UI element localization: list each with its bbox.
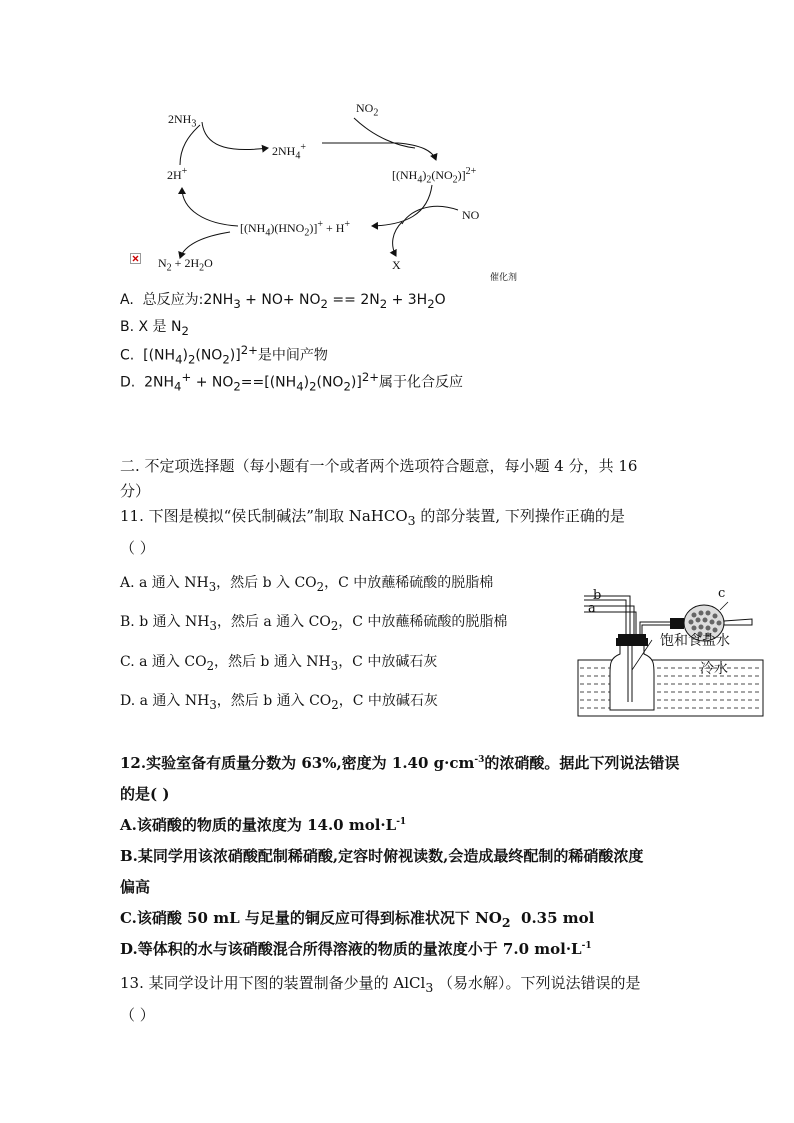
section2-heading-cont: 分） <box>120 482 151 500</box>
label-h: 2H+ <box>167 166 188 182</box>
q11-option-c: C. a 通入 $CO_2$，然后 b 通入 $NH_3$，C 中放碱石灰 <box>120 654 438 673</box>
label-no2: $NO_2$ <box>356 101 379 119</box>
arrow-nh3-to-nh4 <box>202 122 268 150</box>
q10-option-c: C. $[(NH_4)_2(NO_2)]^{2+}$是中间产物 <box>120 343 328 367</box>
apparatus-label-b: b <box>593 588 602 603</box>
label-no: NO <box>462 208 480 222</box>
broken-image-icon <box>130 253 141 264</box>
label-products: $N_2 + 2H_2O$ <box>158 256 213 274</box>
arrow-complex2-to-h <box>182 188 238 226</box>
arrow-no-in <box>402 206 458 224</box>
q12-option-c: C.该硝酸 50 mL 与足量的铜反应可得到标准状况下 $NO_2$ 0.35 mol <box>120 909 595 930</box>
q12-option-d: D.等体积的水与该硝酸混合所得溶液的物质的量浓度小于 7.0 $mol\cdot L^{-1}$ <box>120 940 592 958</box>
q12-option-a: A.该硝酸的物质的量浓度为 14.0 $mol\cdot L^{-1}$ <box>120 816 407 834</box>
q11-stem: 11. 下图是模拟“侯氏制碱法”制取 NaHCO$_3$ 的部分装置, 下列操作正确的是 <box>120 507 625 528</box>
apparatus-label-a: a <box>588 601 596 616</box>
q10-option-a: A. 总反应为$:2NH_3 + NO+ NO_2 == 2N_2 + 3H_2O$ <box>120 292 446 311</box>
apparatus-label-c: c <box>718 586 726 601</box>
q13-paren: （ ） <box>120 1006 155 1024</box>
q11-option-b: B. b 通入 $NH_3$，然后 a 通入 $CO_2$，C 中放蘸稀硫酸的脱脂棉 <box>120 614 508 633</box>
label-catalyst: 催化剂 <box>490 273 518 283</box>
q12-stem-line1: 12.实验室备有质量分数为 63%,密度为 1.40 $g\cdot cm^{-3}$的浓硝酸。据此下列说法错误 <box>120 754 680 772</box>
label-nh4: $2NH_4^+$ <box>272 142 306 162</box>
arrow-x-out <box>393 222 402 256</box>
q10-option-d: D. $2NH_4^+ + NO_2==[(NH_4)_2(NO_2)]^{2+}$属于化合反应 <box>120 370 464 394</box>
apparatus-label-water: 冷水 <box>700 661 728 677</box>
q11-option-a: A. a 通入 $NH_3$，然后 b 入 $CO_2$，C 中放蘸稀硫酸的脱脂棉 <box>120 575 494 594</box>
label-x: X <box>392 258 401 272</box>
arrow-complex-to-complex2 <box>372 185 432 226</box>
q10-option-b: B. X 是 $N_2$ <box>120 319 189 338</box>
q12-option-b-line2: 偏高 <box>120 878 151 896</box>
q11-option-d: D. a 通入 $NH_3$，然后 b 通入 $CO_2$，C 中放碱石灰 <box>120 693 438 712</box>
arrow-h-to-nh3 <box>180 125 200 165</box>
apparatus-label-brine: 饱和食盐水 <box>660 633 730 649</box>
label-complex1: $[(NH_4)_2(NO_2)]^{2+}$ <box>392 166 477 186</box>
label-nh3: $2NH_3$ <box>168 112 197 130</box>
q12-stem-line2: 的是( ) <box>120 785 170 803</box>
arrow-n2-out <box>180 232 230 258</box>
q13-stem: 13. 某同学设计用下图的装置制备少量的 AlCl$_3$ （易水解）。下列说法错误的是 <box>120 974 641 995</box>
q12-option-b-line1: B.某同学用该浓硝酸配制稀硝酸,定容时俯视读数,会造成最终配制的稀硝酸浓度 <box>120 847 644 865</box>
q11-paren: （ ） <box>120 539 155 557</box>
reaction-cycle-diagram <box>0 0 794 300</box>
label-complex2: $[(NH_4)(HNO_2)]^+ + H^+$ <box>240 219 351 239</box>
section2-heading: 二. 不定项选择题（每小题有一个或者两个选项符合题意，每小题 4 分，共 16 <box>120 457 638 475</box>
arrow-nh4-to-complex <box>322 143 436 160</box>
